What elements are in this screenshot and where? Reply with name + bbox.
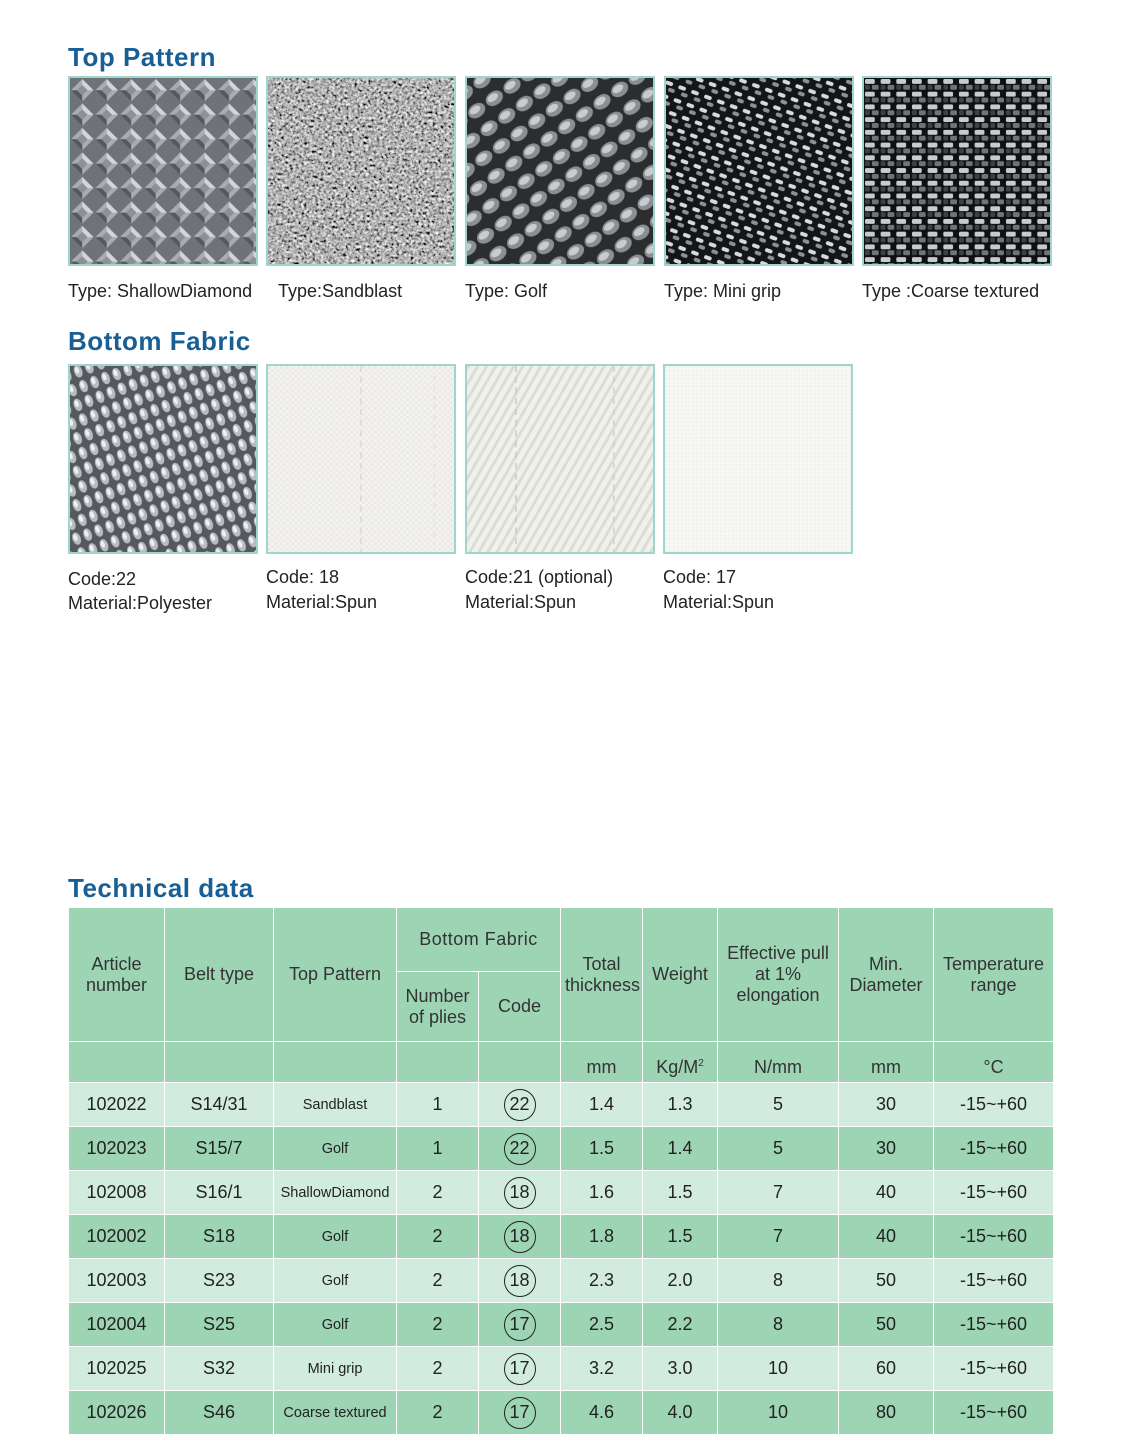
cell-diameter: 50 bbox=[839, 1303, 934, 1347]
cell-thickness: 3.2 bbox=[561, 1347, 643, 1391]
cell-thickness: 2.5 bbox=[561, 1303, 643, 1347]
code-circle: 17 bbox=[504, 1397, 536, 1429]
top-pattern-caption: Type: ShallowDiamond bbox=[68, 281, 253, 301]
fabric-material: Material:Spun bbox=[663, 592, 775, 612]
cell-thickness: 1.8 bbox=[561, 1215, 643, 1259]
cell-code bbox=[479, 1391, 561, 1435]
cell-weight: 1.5 bbox=[643, 1215, 718, 1259]
table-row bbox=[69, 1127, 1054, 1171]
cell-weight: 2.2 bbox=[643, 1303, 718, 1347]
header-weight: Weight bbox=[643, 908, 718, 1042]
cell-pattern: Golf bbox=[274, 1303, 397, 1347]
cell-thickness: 4.6 bbox=[561, 1391, 643, 1435]
header-temperature-range: Temperature range bbox=[934, 908, 1054, 1042]
sandblast-image bbox=[266, 76, 456, 266]
cell-pattern: Golf bbox=[274, 1127, 397, 1171]
cell-article: 102004 bbox=[69, 1303, 165, 1347]
cell-thickness: 1.6 bbox=[561, 1171, 643, 1215]
top-pattern-caption: Type :Coarse textured bbox=[862, 281, 1040, 301]
header-bottom-fabric: Bottom Fabric bbox=[397, 908, 561, 972]
cell-weight: 1.5 bbox=[643, 1171, 718, 1215]
header-article-number: Article number bbox=[69, 908, 165, 1042]
cell-plies: 2 bbox=[397, 1303, 479, 1347]
fabric-code: Code:22 bbox=[68, 569, 137, 589]
cell-pattern: Golf bbox=[274, 1259, 397, 1303]
spun-fabric-image bbox=[266, 364, 456, 554]
cell-pull: 8 bbox=[718, 1259, 839, 1303]
code-circle: 17 bbox=[504, 1353, 536, 1385]
code-circle: 22 bbox=[504, 1089, 536, 1121]
cell-temp: -15~+60 bbox=[934, 1347, 1054, 1391]
cell-pull: 10 bbox=[718, 1391, 839, 1435]
cell-code bbox=[479, 1259, 561, 1303]
cell-plies: 1 bbox=[397, 1083, 479, 1127]
spun-plain-fabric-image bbox=[663, 364, 853, 554]
code-circle: 22 bbox=[504, 1133, 536, 1165]
cell-belt: S14/31 bbox=[165, 1083, 274, 1127]
cell-article: 102023 bbox=[69, 1127, 165, 1171]
cell-article: 102002 bbox=[69, 1215, 165, 1259]
top-pattern-caption: Type: Golf bbox=[465, 281, 548, 301]
cell-article: 102008 bbox=[69, 1171, 165, 1215]
cell-thickness: 2.3 bbox=[561, 1259, 643, 1303]
code-circle: 17 bbox=[504, 1309, 536, 1341]
unit-diameter: mm bbox=[839, 1042, 934, 1083]
polyester-fabric-image bbox=[68, 364, 258, 554]
cell-plies: 2 bbox=[397, 1259, 479, 1303]
cell-belt: S32 bbox=[165, 1347, 274, 1391]
top-pattern-caption: Type: Mini grip bbox=[664, 281, 782, 301]
unit-empty bbox=[165, 1042, 274, 1083]
code-circle: 18 bbox=[504, 1265, 536, 1297]
table-row bbox=[69, 1171, 1054, 1215]
cell-weight: 2.0 bbox=[643, 1259, 718, 1303]
unit-temperature: °C bbox=[934, 1042, 1054, 1083]
unit-weight: $Kg/M^2$ bbox=[643, 1042, 718, 1083]
cell-code bbox=[479, 1127, 561, 1171]
table-row bbox=[69, 1215, 1054, 1259]
unit-empty bbox=[397, 1042, 479, 1083]
unit-thickness: mm bbox=[561, 1042, 643, 1083]
cell-article: 102003 bbox=[69, 1259, 165, 1303]
cell-code bbox=[479, 1347, 561, 1391]
header-top-pattern: Top Pattern bbox=[274, 908, 397, 1042]
header-min-diameter: Min. Diameter bbox=[839, 908, 934, 1042]
cell-diameter: 30 bbox=[839, 1083, 934, 1127]
cell-belt: S46 bbox=[165, 1391, 274, 1435]
fabric-material: Material:Polyester bbox=[68, 593, 213, 613]
unit-pull: N/mm bbox=[718, 1042, 839, 1083]
cell-weight: 3.0 bbox=[643, 1347, 718, 1391]
cell-plies: 2 bbox=[397, 1215, 479, 1259]
technical-data-table bbox=[68, 907, 1054, 1435]
table-row bbox=[69, 1083, 1054, 1127]
cell-code bbox=[479, 1083, 561, 1127]
fabric-material: Material:Spun bbox=[266, 592, 378, 612]
cell-plies: 2 bbox=[397, 1347, 479, 1391]
cell-diameter: 80 bbox=[839, 1391, 934, 1435]
cell-thickness: 1.5 bbox=[561, 1127, 643, 1171]
cell-plies: 2 bbox=[397, 1171, 479, 1215]
unit-empty bbox=[479, 1042, 561, 1083]
fabric-material: Material:Spun bbox=[465, 592, 577, 612]
cell-code bbox=[479, 1171, 561, 1215]
coarse-textured-image bbox=[862, 76, 1052, 266]
top-pattern-caption: Type:Sandblast bbox=[278, 281, 403, 301]
cell-temp: -15~+60 bbox=[934, 1127, 1054, 1171]
technical-data-heading: Technical data bbox=[68, 873, 254, 903]
cell-plies: 2 bbox=[397, 1391, 479, 1435]
cell-code bbox=[479, 1303, 561, 1347]
cell-temp: -15~+60 bbox=[934, 1171, 1054, 1215]
header-total-thickness: Total thickness bbox=[561, 908, 643, 1042]
cell-pattern: Sandblast bbox=[274, 1083, 397, 1127]
cell-temp: -15~+60 bbox=[934, 1083, 1054, 1127]
cell-diameter: 50 bbox=[839, 1259, 934, 1303]
cell-thickness: 1.4 bbox=[561, 1083, 643, 1127]
cell-belt: S25 bbox=[165, 1303, 274, 1347]
header-code: Code bbox=[479, 972, 561, 1042]
cell-weight: 1.4 bbox=[643, 1127, 718, 1171]
top-pattern-heading: Top Pattern bbox=[68, 42, 217, 72]
cell-pull: 8 bbox=[718, 1303, 839, 1347]
bottom-fabric-heading: Bottom Fabric bbox=[68, 326, 251, 356]
golf-image bbox=[465, 76, 655, 266]
table-row bbox=[69, 1391, 1054, 1435]
fabric-code: Code:21 (optional) bbox=[465, 567, 614, 587]
fabric-code: Code: 18 bbox=[266, 567, 340, 587]
cell-diameter: 30 bbox=[839, 1127, 934, 1171]
cell-weight: 1.3 bbox=[643, 1083, 718, 1127]
cell-temp: -15~+60 bbox=[934, 1259, 1054, 1303]
shallow-diamond-image bbox=[68, 76, 258, 266]
cell-pull: 5 bbox=[718, 1127, 839, 1171]
cell-pull: 7 bbox=[718, 1215, 839, 1259]
cell-article: 102025 bbox=[69, 1347, 165, 1391]
table-row bbox=[69, 1347, 1054, 1391]
fabric-code: Code: 17 bbox=[663, 567, 737, 587]
cell-pattern: ShallowDiamond bbox=[274, 1171, 397, 1215]
cell-article: 102026 bbox=[69, 1391, 165, 1435]
cell-belt: S15/7 bbox=[165, 1127, 274, 1171]
cell-belt: S18 bbox=[165, 1215, 274, 1259]
cell-belt: S16/1 bbox=[165, 1171, 274, 1215]
cell-pattern: Coarse textured bbox=[274, 1391, 397, 1435]
code-circle: 18 bbox=[504, 1177, 536, 1209]
header-effective-pull: Effective pull at 1% elongation bbox=[718, 908, 839, 1042]
cell-diameter: 60 bbox=[839, 1347, 934, 1391]
cell-pattern: Golf bbox=[274, 1215, 397, 1259]
cell-pattern: Mini grip bbox=[274, 1347, 397, 1391]
table-row bbox=[69, 1259, 1054, 1303]
cell-plies: 1 bbox=[397, 1127, 479, 1171]
cell-article: 102022 bbox=[69, 1083, 165, 1127]
header-number-of-plies: Number of plies bbox=[397, 972, 479, 1042]
cell-temp: -15~+60 bbox=[934, 1391, 1054, 1435]
spun-twill-fabric-image bbox=[465, 364, 655, 554]
header-belt-type: Belt type bbox=[165, 908, 274, 1042]
cell-weight: 4.0 bbox=[643, 1391, 718, 1435]
cell-code bbox=[479, 1215, 561, 1259]
unit-empty bbox=[274, 1042, 397, 1083]
table-row bbox=[69, 1303, 1054, 1347]
cell-pull: 5 bbox=[718, 1083, 839, 1127]
cell-belt: S23 bbox=[165, 1259, 274, 1303]
code-circle: 18 bbox=[504, 1221, 536, 1253]
unit-empty bbox=[69, 1042, 165, 1083]
cell-diameter: 40 bbox=[839, 1215, 934, 1259]
cell-pull: 7 bbox=[718, 1171, 839, 1215]
cell-temp: -15~+60 bbox=[934, 1303, 1054, 1347]
cell-diameter: 40 bbox=[839, 1171, 934, 1215]
cell-temp: -15~+60 bbox=[934, 1215, 1054, 1259]
cell-pull: 10 bbox=[718, 1347, 839, 1391]
mini-grip-image bbox=[664, 76, 854, 266]
